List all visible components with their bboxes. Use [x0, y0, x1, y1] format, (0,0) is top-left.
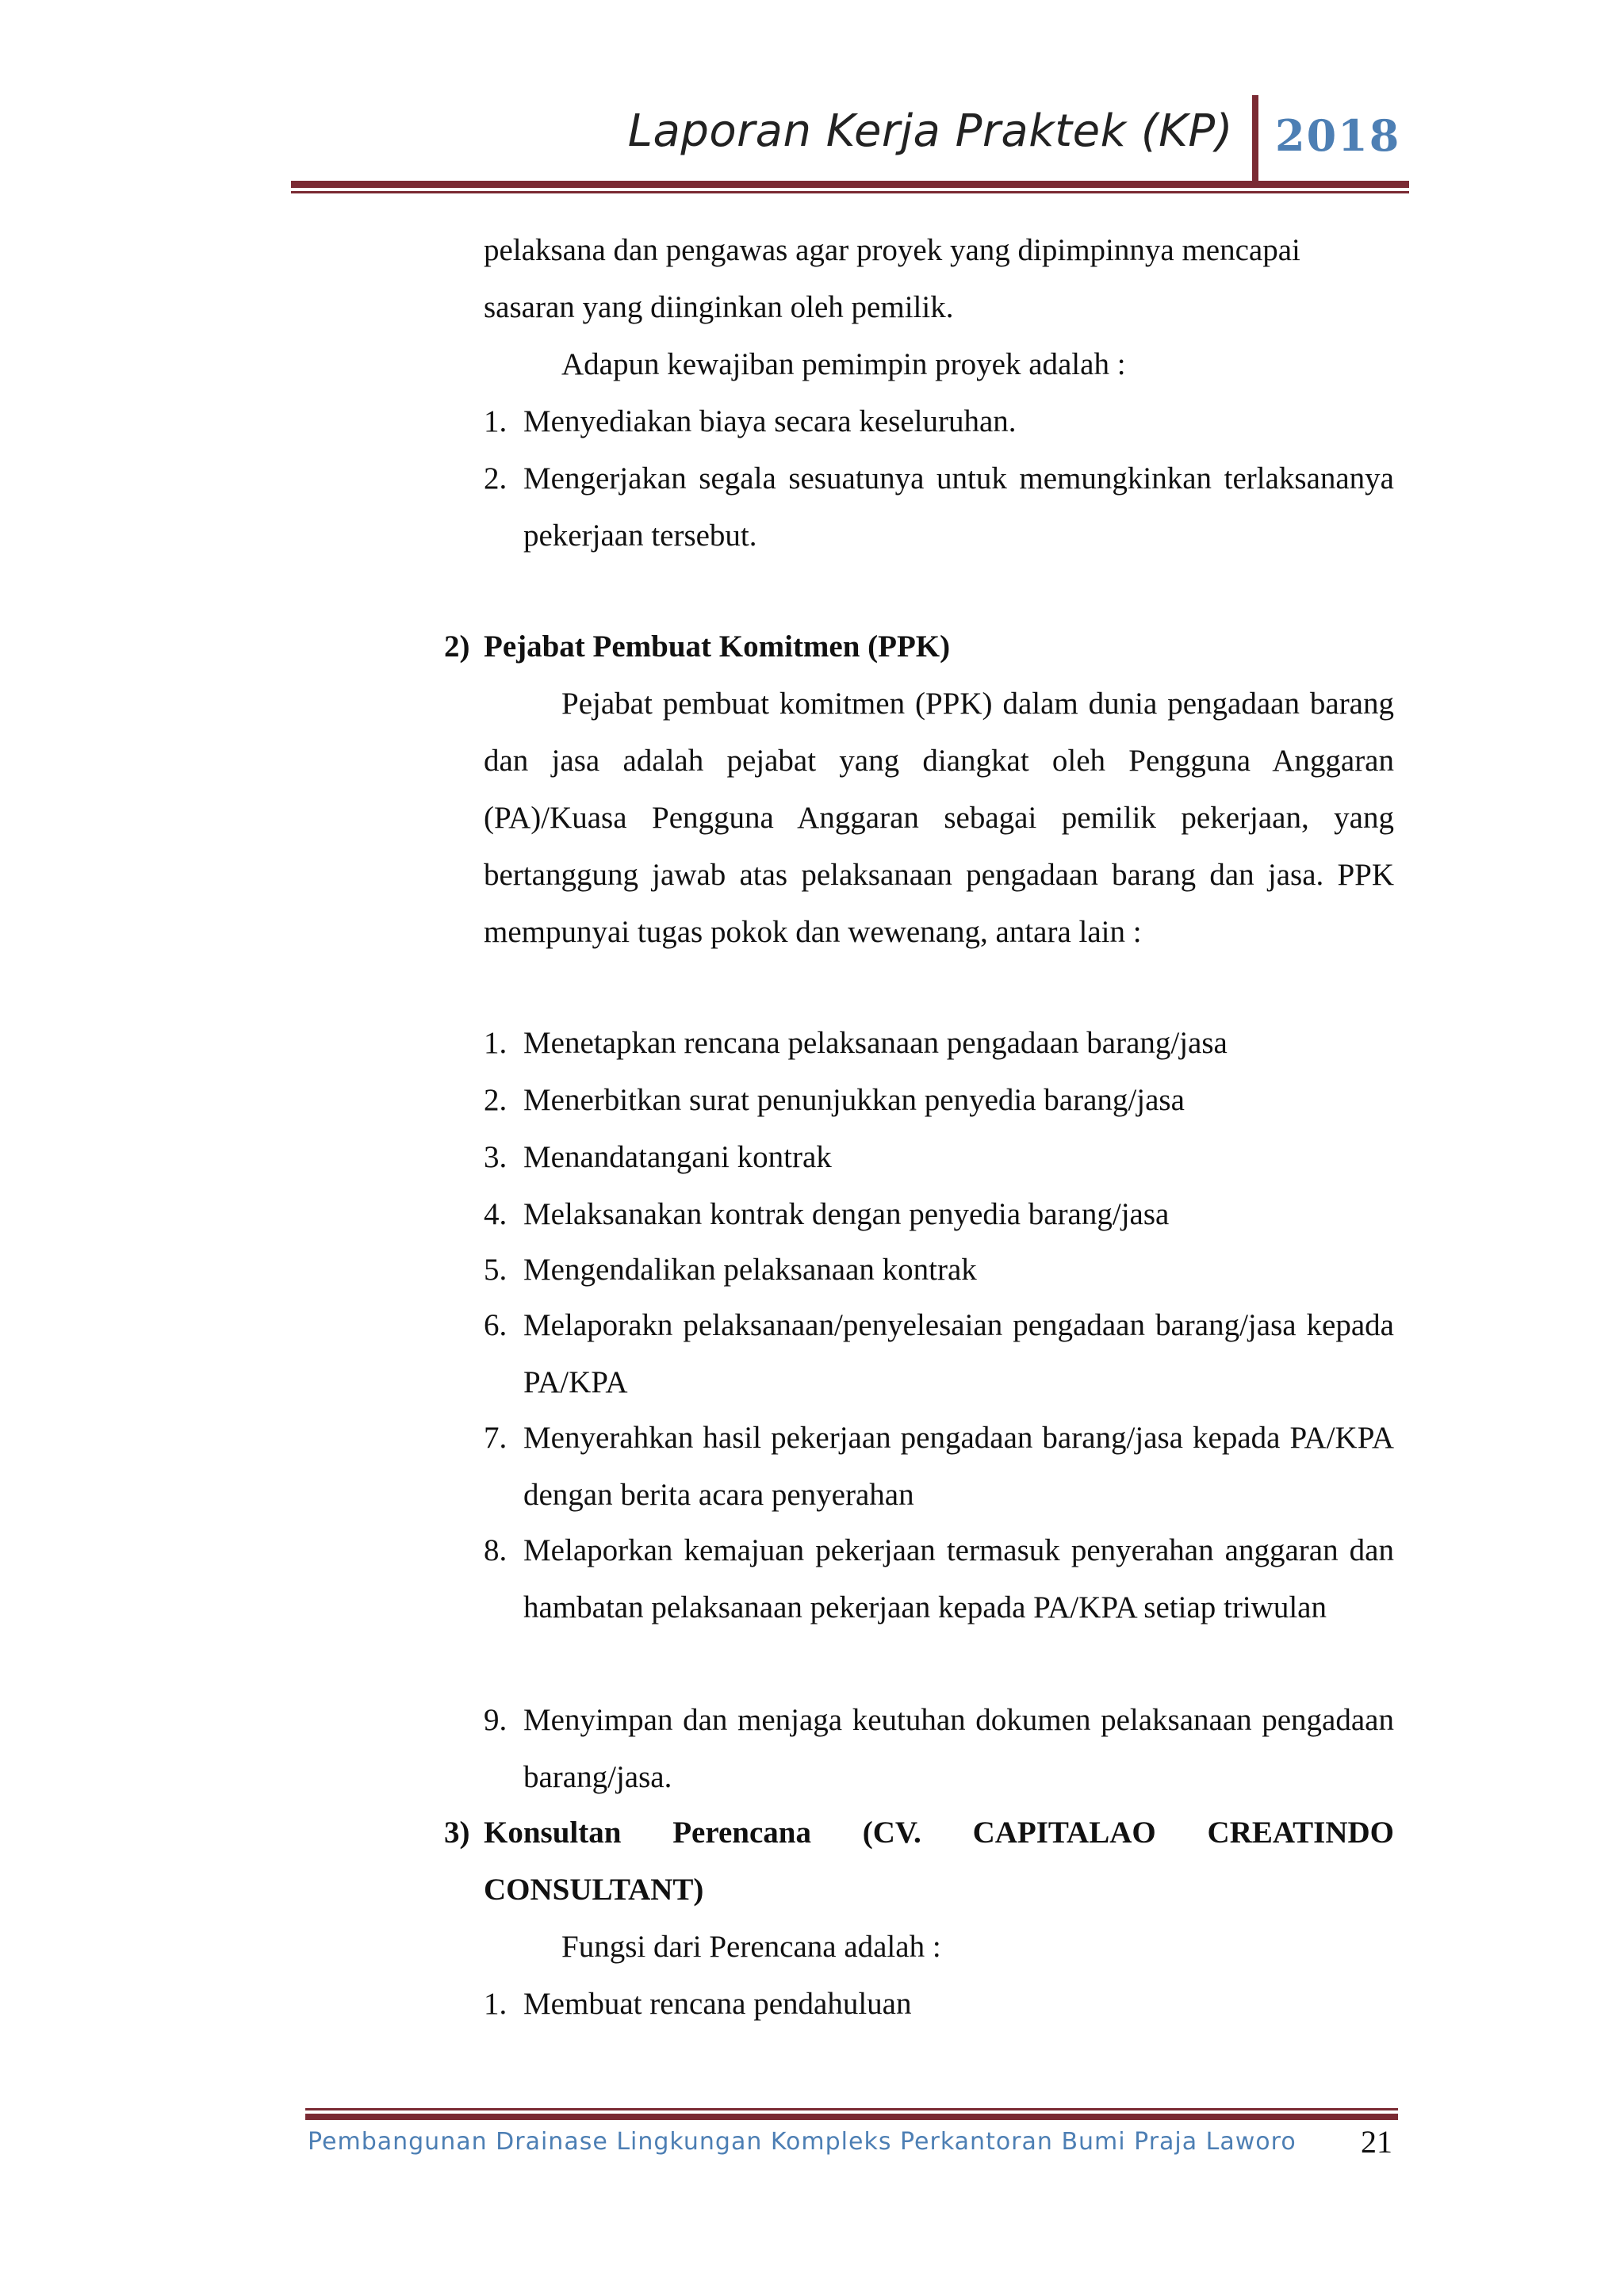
ppk-paragraph: Pejabat pembuat komitmen (PPK) dalam dunia pengadaan barang dan jasa adalah pejabat yang diangkat oleh Pengguna Anggaran (PA)/Kuasa Pengguna Anggaran sebagai pemilik pekerjaan, yang bertanggung jawab atas pelaksanaan pengadaan barang dan jasa. PPK mempunyai tugas pokok dan wewenang, antara lain : [484, 687, 1394, 949]
list-number: 2. [484, 1083, 508, 1117]
section-heading-konsultan [444, 1804, 1394, 1919]
header-divider [1252, 95, 1258, 184]
list-text: Melaksanakan kontrak dengan penyedia barang/jasa [523, 1197, 1170, 1231]
list-item [484, 450, 1394, 564]
list-number: 1. [484, 1987, 508, 2021]
list-text: Melaporakn pelaksanaan/penyelesaian pengadaan barang/jasa kepada PA/KPA [523, 1308, 1394, 1399]
list-text: Menetapkan rencana pelaksanaan pengadaan barang/jasa [523, 1026, 1228, 1060]
section-number: 2) [444, 629, 470, 664]
list-text: Mengendalikan pelaksanaan kontrak [523, 1253, 977, 1287]
list-item [484, 1410, 1394, 1524]
section-heading-ppk [444, 618, 1394, 675]
list-text: Menyimpan dan menjaga keutuhan dokumen pelaksanaan pengadaan barang/jasa. [523, 1703, 1394, 1794]
section-title: Pejabat Pembuat Komitmen (PPK) [484, 629, 951, 664]
list-item [484, 1072, 1394, 1129]
intro-line-2: sasaran yang diinginkan oleh pemilik. [484, 290, 954, 324]
intro-line-1: pelaksana dan pengawas agar proyek yang dipimpinnya mencapai [484, 233, 1300, 267]
list-text: Menyediakan biaya secara keseluruhan. [523, 404, 1017, 438]
header-title: Laporan Kerja Praktek (KP) [627, 105, 1233, 157]
list-item [484, 1015, 1394, 1072]
list-item [484, 1186, 1394, 1243]
list-number: 1. [484, 1026, 508, 1060]
list-item [484, 1242, 1394, 1299]
list-item [484, 1522, 1394, 1636]
list-number: 3. [484, 1140, 508, 1174]
section-number: 3) [444, 1816, 470, 1850]
list-item [484, 1129, 1394, 1186]
list-item [484, 1692, 1394, 1806]
list-number: 6. [484, 1308, 508, 1342]
list-number: 9. [484, 1703, 508, 1737]
list-text: Mengerjakan segala sesuatunya untuk memungkinkan terlaksananya pekerjaan tersebut. [523, 461, 1394, 553]
header-rule-thin [291, 191, 1409, 193]
list-text: Melaporkan kemajuan pekerjaan termasuk penyerahan anggaran dan hambatan pelaksanaan pekerjaan kepada PA/KPA setiap triwulan [523, 1533, 1394, 1624]
kewajiban-intro: Adapun kewajiban pemimpin proyek adalah : [561, 347, 1126, 381]
list-item [484, 1297, 1394, 1411]
list-number: 2. [484, 461, 508, 496]
list-number: 4. [484, 1197, 508, 1231]
footer-title: Pembangunan Drainase Lingkungan Kompleks Perkantoran Bumi Praja Laworo [308, 2128, 1297, 2156]
list-text: Membuat rencana pendahuluan [523, 1987, 912, 2021]
list-item [484, 393, 1394, 450]
list-number: 7. [484, 1421, 508, 1455]
header-rule [291, 181, 1409, 188]
list-text: Menerbitkan surat penunjukkan penyedia barang/jasa [523, 1083, 1185, 1117]
list-number: 8. [484, 1533, 508, 1567]
footer-rule [305, 2114, 1398, 2120]
fungsi-intro: Fungsi dari Perencana adalah : [561, 1930, 941, 1964]
header-year: 2018 [1275, 110, 1401, 161]
list-item [484, 1976, 1394, 2033]
list-number: 5. [484, 1253, 508, 1287]
list-text: Menyerahkan hasil pekerjaan pengadaan barang/jasa kepada PA/KPA dengan berita acara penyerahan [523, 1421, 1394, 1512]
list-number: 1. [484, 404, 508, 438]
section-title: Konsultan Perencana (CV. CAPITALAO CREATINDO CONSULTANT) [484, 1816, 1394, 1907]
footer-rule-thin [305, 2108, 1398, 2110]
list-text: Menandatangani kontrak [523, 1140, 832, 1174]
page-number: 21 [1361, 2124, 1392, 2160]
